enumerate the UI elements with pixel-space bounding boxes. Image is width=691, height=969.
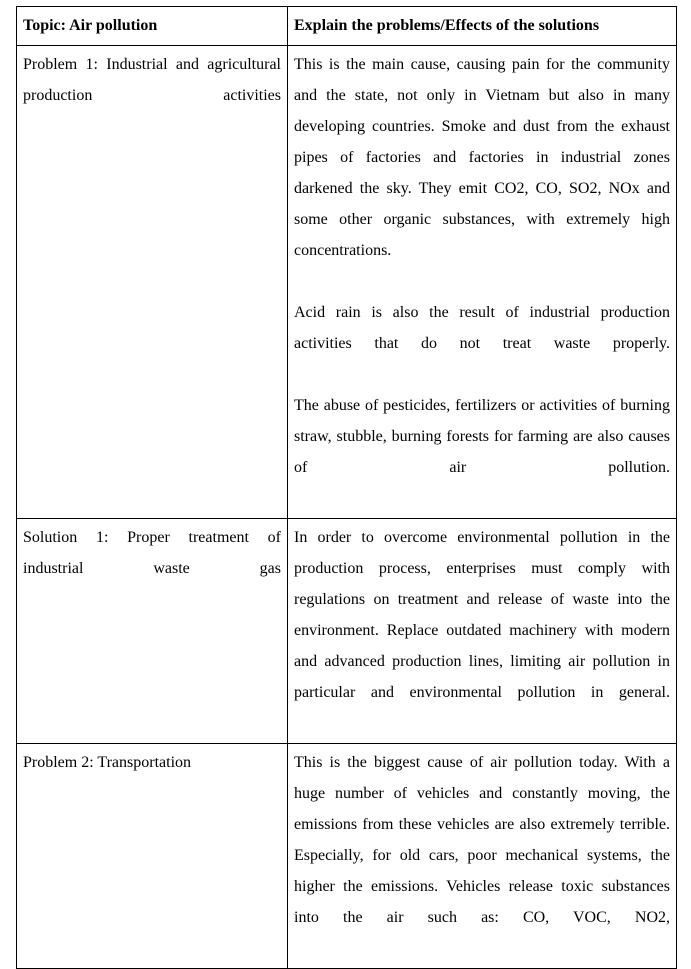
paragraph: Acid rain is also the result of industrial production activities that do not treat waste properly.	[294, 304, 670, 352]
row-label-text: Solution 1: Proper treatment of industrial waste gas	[23, 529, 281, 577]
paragraph: This is the main cause, causing pain for the community and the state, not only in Vietnam but also in many developing countries. Smoke and dust from the exhaust pipes of factories and factories in industrial zones darkened the sky. They emit CO2, CO, SO2, NOx and some other organic substances, with extremely high concentrations.	[294, 56, 670, 259]
row-label-cell-problem-2	[17, 744, 288, 969]
table-row	[17, 46, 677, 519]
row-label-cell-problem-1	[17, 46, 288, 519]
air-pollution-table	[16, 6, 677, 969]
header-cell-topic: Topic: Air pollution	[17, 7, 288, 46]
table-header-row	[17, 7, 677, 46]
header-cell-explanation: Explain the problems/Effects of the solutions	[288, 7, 677, 46]
paragraph: The abuse of pesticides, fertilizers or activities of burning straw, stubble, burning forests for farming are also causes of air pollution.	[294, 397, 670, 476]
row-content-cell-problem-2	[288, 744, 677, 969]
row-label-cell-solution-1	[17, 519, 288, 744]
table-row	[17, 744, 677, 969]
row-label-text: Problem 2: Transportation	[23, 754, 192, 771]
row-label-text: Problem 1: Industrial and agricultural production activities	[23, 56, 281, 104]
row-content-cell-solution-1	[288, 519, 677, 744]
row-content-cell-problem-1	[288, 46, 677, 519]
table-row	[17, 519, 677, 744]
paragraph: This is the biggest cause of air pollution today. With a huge number of vehicles and constantly moving, the emissions from these vehicles are also extremely terrible. Especially, for old cars, poor mechanical systems, the higher the emissions. Vehicles release toxic substances into the air such as: CO, VOC, NO2,	[294, 754, 670, 926]
paragraph: In order to overcome environmental pollution in the production process, enterprises must comply with regulations on treatment and release of waste into the environment. Replace outdated machinery with modern and advanced production lines, limiting air pollution in particular and environmental pollution in general.	[294, 529, 670, 701]
